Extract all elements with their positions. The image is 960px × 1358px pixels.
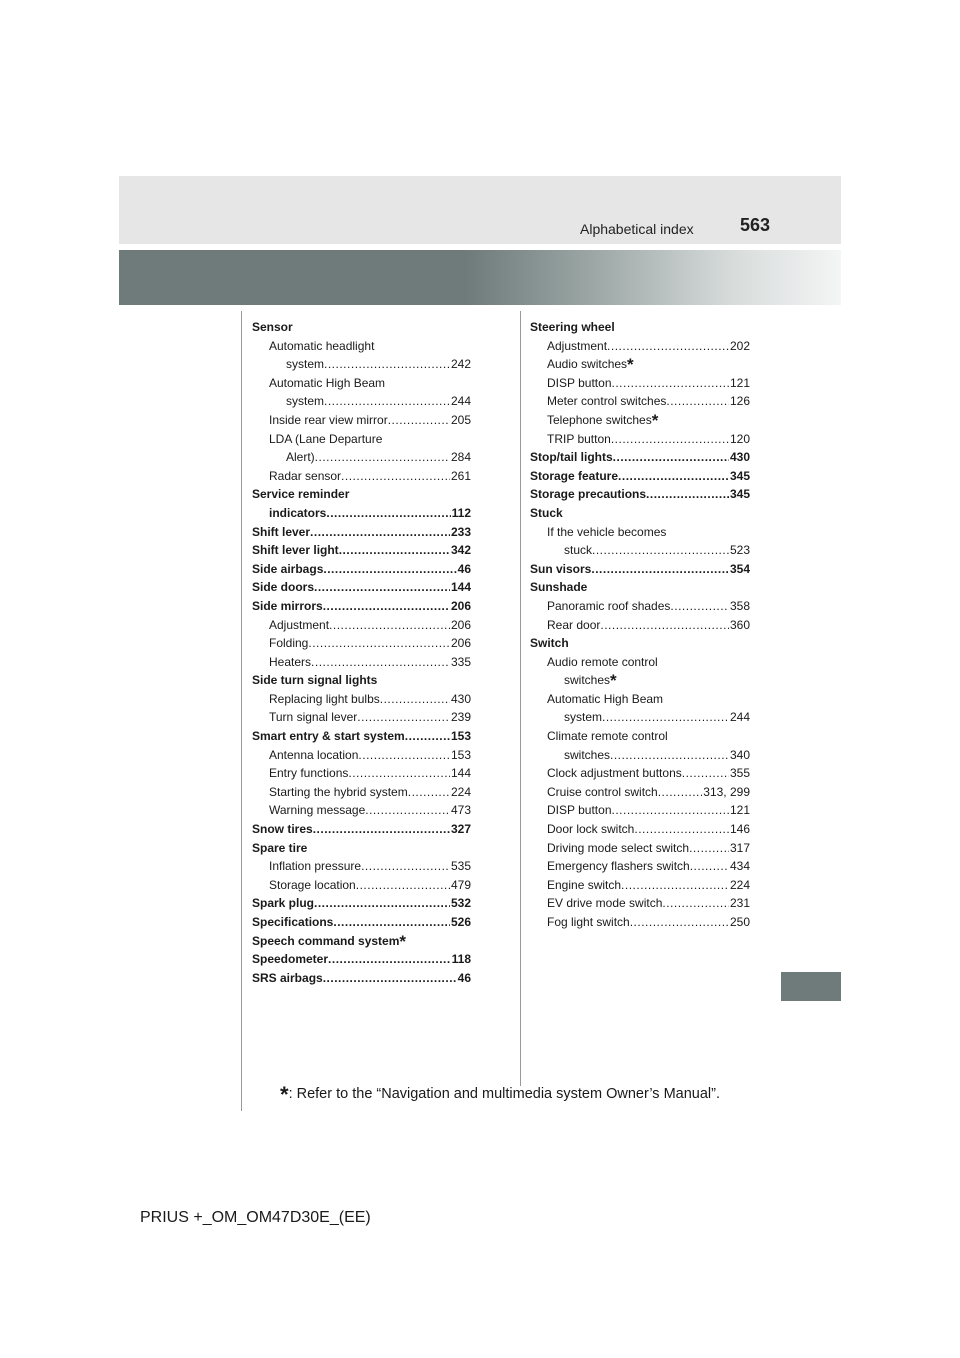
chapter-band: [119, 250, 841, 305]
index-subentry[interactable]: [530, 392, 750, 411]
leader-dots: [333, 913, 450, 932]
page-reference[interactable]: 242: [450, 357, 471, 372]
footnote-text: : Refer to the “Navigation and multimedia system Owner’s Manual”.: [288, 1086, 720, 1102]
leader-dots: [313, 820, 450, 839]
index-subentry[interactable]: [530, 411, 750, 430]
entry-label: Automatic headlight: [269, 338, 375, 353]
entry-label: Side turn signal lights: [252, 673, 378, 688]
page-reference[interactable]: 284: [450, 450, 471, 465]
entry-label: Speedometer: [252, 952, 329, 967]
leader-dots: [612, 801, 729, 820]
index-subentry[interactable]: [530, 653, 750, 690]
leader-dots: [607, 337, 729, 356]
entry-label: Driving mode select switch: [547, 840, 690, 855]
index-subentry[interactable]: [252, 653, 471, 672]
entry-label: Cruise control switch: [547, 784, 658, 799]
leader-dots: [611, 430, 729, 449]
leader-dots: [357, 708, 450, 727]
leader-dots: [682, 764, 729, 783]
index-entry[interactable]: [252, 578, 471, 597]
page-reference[interactable]: 224: [450, 784, 471, 799]
entry-label: system: [564, 710, 603, 725]
index-subentry[interactable]: [252, 801, 471, 820]
entry-label: Starting the hybrid system: [269, 784, 408, 799]
leader-dots: [670, 597, 729, 616]
index-subentry[interactable]: [530, 839, 750, 858]
leader-dots: [613, 448, 729, 467]
entry-label: Spare tire: [252, 840, 308, 855]
header-band: [119, 176, 841, 244]
page-reference[interactable]: 250: [729, 915, 750, 929]
entry-label: Adjustment: [547, 338, 608, 353]
leader-dots: [329, 616, 450, 635]
page-reference[interactable]: 473: [450, 803, 471, 818]
entry-label: Inside rear view mirror: [269, 412, 388, 427]
index-entry[interactable]: [252, 894, 471, 913]
entry-label: Radar sensor: [269, 468, 342, 483]
entry-label: Shift lever: [252, 524, 311, 539]
index-entry[interactable]: [530, 467, 750, 486]
entry-label: Audio remote control: [547, 654, 658, 669]
entry-label: switches: [564, 747, 611, 762]
entry-label: Turn signal lever: [269, 710, 358, 725]
leader-dots: [324, 392, 450, 411]
page-reference[interactable]: 479: [450, 877, 471, 892]
index-subentry[interactable]: [530, 690, 750, 727]
index-subentry[interactable]: [530, 597, 750, 616]
page-reference[interactable]: 146: [729, 822, 750, 837]
index-entry[interactable]: [530, 318, 750, 337]
index-entry[interactable]: [252, 318, 471, 337]
index-subentry[interactable]: [530, 820, 750, 839]
index-subentry[interactable]: [530, 876, 750, 895]
entry-label: Telephone switches: [547, 412, 652, 427]
footnote-marker: *: [399, 931, 407, 951]
index-entry[interactable]: [252, 950, 471, 969]
entry-label: Sunshade: [530, 580, 588, 595]
index-entry[interactable]: [252, 560, 471, 579]
leader-dots: [600, 616, 729, 635]
entry-label: Meter control switches: [547, 394, 667, 409]
leader-dots: [339, 541, 450, 560]
index-subentry[interactable]: [530, 374, 750, 393]
entry-label: Spark plug: [252, 896, 315, 911]
leader-dots: [666, 392, 729, 411]
index-subentry[interactable]: [252, 764, 471, 783]
page-reference[interactable]: 206: [450, 617, 471, 632]
page-reference[interactable]: 261: [450, 468, 471, 483]
index-column-left: [252, 318, 471, 987]
index-subentry[interactable]: [530, 801, 750, 820]
page-reference[interactable]: 532: [450, 896, 471, 911]
index-entry[interactable]: [252, 820, 471, 839]
page-reference[interactable]: 327: [450, 822, 471, 837]
index-subentry[interactable]: [530, 355, 750, 374]
entry-label: Replacing light bulbs: [269, 691, 380, 706]
page-reference[interactable]: 126: [729, 394, 750, 409]
leader-dots: [646, 485, 729, 504]
page-reference[interactable]: 335: [450, 654, 471, 669]
entry-label: EV drive mode switch: [547, 896, 663, 911]
entry-label: Inflation pressure: [269, 859, 362, 874]
leader-dots: [356, 876, 450, 895]
entry-label: Warning message: [269, 803, 366, 818]
leader-dots: [311, 653, 450, 672]
page-reference[interactable]: 313, 299: [703, 784, 750, 799]
index-entry[interactable]: [252, 839, 471, 858]
page-reference[interactable]: 430: [450, 691, 471, 706]
entry-label: Adjustment: [269, 617, 330, 632]
page-reference[interactable]: 345: [729, 487, 750, 502]
leader-dots: [591, 560, 729, 579]
entry-label: Automatic High Beam: [547, 691, 664, 706]
page-reference[interactable]: 121: [729, 803, 750, 818]
entry-label: indicators: [269, 505, 327, 520]
index-subentry[interactable]: [530, 430, 750, 449]
entry-label: If the vehicle becomes: [547, 524, 667, 539]
page-reference[interactable]: 430: [729, 450, 750, 465]
entry-label: Storage feature: [530, 468, 619, 483]
index-entry[interactable]: [252, 727, 471, 746]
entry-label: Door lock switch: [547, 822, 635, 837]
leader-dots: [315, 448, 450, 467]
leader-dots: [314, 894, 450, 913]
page-reference[interactable]: 120: [729, 431, 750, 446]
entry-label: switches: [564, 673, 611, 688]
entry-label: Switch: [530, 636, 569, 651]
index-entry[interactable]: [530, 504, 750, 523]
page-reference[interactable]: 144: [450, 766, 471, 781]
index-subentry[interactable]: [530, 764, 750, 783]
footnote-marker: *: [651, 410, 659, 430]
leader-dots: [408, 783, 450, 802]
index-entry[interactable]: [252, 541, 471, 560]
leader-dots: [328, 950, 451, 969]
leader-dots: [612, 374, 729, 393]
index-entry[interactable]: [252, 969, 471, 988]
leader-dots: [630, 913, 729, 932]
entry-label: Storage precautions: [530, 487, 647, 502]
page-reference[interactable]: 345: [729, 468, 750, 483]
footnote-marker: *: [627, 355, 634, 375]
entry-label: Stuck: [530, 505, 563, 520]
entry-label: Stop/tail lights: [530, 450, 613, 465]
document-id: PRIUS +_OM_OM47D30E_(EE): [140, 1209, 371, 1226]
footnote: [280, 1082, 720, 1107]
leader-dots: [690, 857, 729, 876]
entry-label: system: [286, 357, 325, 372]
index-entry[interactable]: [530, 448, 750, 467]
leader-dots: [358, 746, 450, 765]
footnote-marker: *: [280, 1082, 289, 1107]
column-divider-left: [241, 311, 242, 1111]
index-column-right: [530, 318, 750, 932]
entry-label: Rear door: [547, 617, 601, 632]
leader-dots: [592, 541, 729, 560]
index-entry[interactable]: [252, 485, 471, 522]
leader-dots: [634, 820, 729, 839]
page-reference[interactable]: 206: [450, 636, 471, 651]
entry-label: Sun visors: [530, 561, 592, 576]
footnote-marker: *: [610, 671, 617, 691]
leader-dots: [405, 727, 450, 746]
entry-label: Heaters: [269, 654, 312, 669]
leader-dots: [308, 634, 450, 653]
leader-dots: [689, 839, 729, 858]
page-reference[interactable]: 358: [729, 598, 750, 613]
index-subentry[interactable]: [252, 337, 471, 374]
entry-label: Side airbags: [252, 561, 324, 576]
page-reference[interactable]: 144: [450, 580, 471, 595]
index-subentry[interactable]: [252, 616, 471, 635]
page-reference[interactable]: 233: [450, 524, 471, 539]
entry-label: Sensor: [252, 320, 293, 334]
index-entry[interactable]: [530, 578, 750, 597]
page-reference[interactable]: 205: [450, 412, 471, 427]
index-subentry[interactable]: [252, 746, 471, 765]
entry-label: Panoramic roof shades: [547, 598, 671, 613]
index-entry[interactable]: [530, 485, 750, 504]
entry-label: stuck: [564, 543, 593, 558]
leader-dots: [323, 560, 456, 579]
page-reference[interactable]: 153: [450, 729, 471, 744]
index-subentry[interactable]: [530, 894, 750, 913]
entry-label: Antenna location: [269, 747, 359, 762]
page-reference[interactable]: 202: [729, 338, 750, 353]
page-reference[interactable]: 355: [729, 766, 750, 781]
leader-dots: [314, 578, 450, 597]
leader-dots: [326, 504, 450, 523]
entry-label: Alert): [286, 450, 315, 465]
page-reference[interactable]: 46: [457, 970, 471, 985]
entry-label: TRIP button: [547, 431, 611, 446]
index-subentry[interactable]: [252, 411, 471, 430]
page-reference[interactable]: 340: [729, 747, 750, 762]
entry-label: Climate remote control: [547, 729, 668, 744]
leader-dots: [621, 876, 729, 895]
entry-label: Fog light switch: [547, 915, 630, 929]
leader-dots: [348, 764, 450, 783]
leader-dots: [380, 690, 450, 709]
page-reference[interactable]: 239: [450, 710, 471, 725]
index-subentry[interactable]: [252, 690, 471, 709]
index-entry[interactable]: [252, 597, 471, 616]
page-reference[interactable]: 231: [729, 896, 750, 911]
leader-dots: [365, 801, 450, 820]
page-reference[interactable]: 526: [450, 915, 471, 929]
entry-label: Shift lever light: [252, 543, 339, 558]
index-entry[interactable]: [252, 671, 471, 690]
page-reference[interactable]: 121: [729, 375, 750, 390]
leader-dots: [323, 969, 457, 988]
index-subentry[interactable]: [530, 337, 750, 356]
page-number: 563: [740, 215, 771, 235]
index-subentry[interactable]: [252, 430, 471, 467]
page-reference[interactable]: 342: [450, 543, 471, 558]
entry-label: Service reminder: [252, 487, 350, 502]
entry-label: Engine switch: [547, 877, 622, 892]
leader-dots: [310, 523, 450, 542]
entry-label: Specifications: [252, 915, 334, 929]
index-entry[interactable]: [252, 932, 471, 951]
entry-label: DISP button: [547, 375, 612, 390]
chapter-tab[interactable]: [781, 972, 841, 1001]
leader-dots: [618, 467, 729, 486]
entry-label: Speech command system: [252, 933, 400, 948]
entry-label: Steering wheel: [530, 320, 615, 334]
index-subentry[interactable]: [252, 634, 471, 653]
entry-label: Automatic High Beam: [269, 375, 386, 390]
entry-label: Side doors: [252, 580, 315, 595]
index-subentry[interactable]: [530, 783, 750, 802]
index-subentry[interactable]: [252, 467, 471, 486]
leader-dots: [361, 857, 450, 876]
entry-label: Clock adjustment buttons: [547, 766, 682, 781]
entry-label: Side mirrors: [252, 598, 323, 613]
page-reference[interactable]: 224: [729, 877, 750, 892]
page-reference[interactable]: 360: [729, 617, 750, 632]
page-reference[interactable]: 354: [729, 561, 750, 576]
page-reference[interactable]: 206: [450, 598, 471, 613]
leader-dots: [610, 746, 729, 765]
index-subentry[interactable]: [252, 857, 471, 876]
section-title: Alphabetical index: [580, 221, 694, 237]
leader-dots: [324, 355, 450, 374]
entry-label: Audio switches: [547, 357, 628, 372]
page-reference[interactable]: 434: [729, 859, 750, 874]
page-reference[interactable]: 317: [729, 840, 750, 855]
leader-dots: [658, 783, 703, 802]
leader-dots: [388, 411, 450, 430]
leader-dots: [341, 467, 450, 486]
page-reference[interactable]: 118: [451, 952, 471, 967]
index-entry[interactable]: [530, 634, 750, 653]
entry-label: Snow tires: [252, 822, 313, 837]
page-reference[interactable]: 153: [450, 747, 471, 762]
entry-label: Entry functions: [269, 766, 349, 781]
page-reference[interactable]: 112: [451, 505, 471, 520]
page-reference[interactable]: 46: [457, 561, 471, 576]
page-reference[interactable]: 523: [729, 543, 750, 558]
entry-label: LDA (Lane Departure: [269, 431, 383, 446]
index-subentry[interactable]: [252, 708, 471, 727]
index-entry[interactable]: [252, 523, 471, 542]
index-subentry[interactable]: [252, 374, 471, 411]
index-subentry[interactable]: [530, 727, 750, 764]
column-divider-middle: [520, 311, 521, 1086]
index-subentry[interactable]: [252, 876, 471, 895]
index-subentry[interactable]: [530, 616, 750, 635]
entry-label: Smart entry & start system: [252, 729, 405, 744]
page-reference[interactable]: 535: [450, 859, 471, 874]
entry-label: DISP button: [547, 803, 612, 818]
page-reference[interactable]: 244: [450, 394, 471, 409]
entry-label: system: [286, 394, 325, 409]
index-subentry[interactable]: [530, 523, 750, 560]
page-reference[interactable]: 244: [729, 710, 750, 725]
index-subentry[interactable]: [530, 857, 750, 876]
entry-label: Emergency flashers switch: [547, 859, 690, 874]
leader-dots: [662, 894, 729, 913]
leader-dots: [323, 597, 450, 616]
entry-label: Storage location: [269, 877, 356, 892]
index-entry[interactable]: [530, 560, 750, 579]
index-subentry[interactable]: [530, 913, 750, 932]
entry-label: Folding: [269, 636, 309, 651]
index-entry[interactable]: [252, 913, 471, 932]
leader-dots: [602, 708, 729, 727]
entry-label: SRS airbags: [252, 970, 323, 985]
index-subentry[interactable]: [252, 783, 471, 802]
